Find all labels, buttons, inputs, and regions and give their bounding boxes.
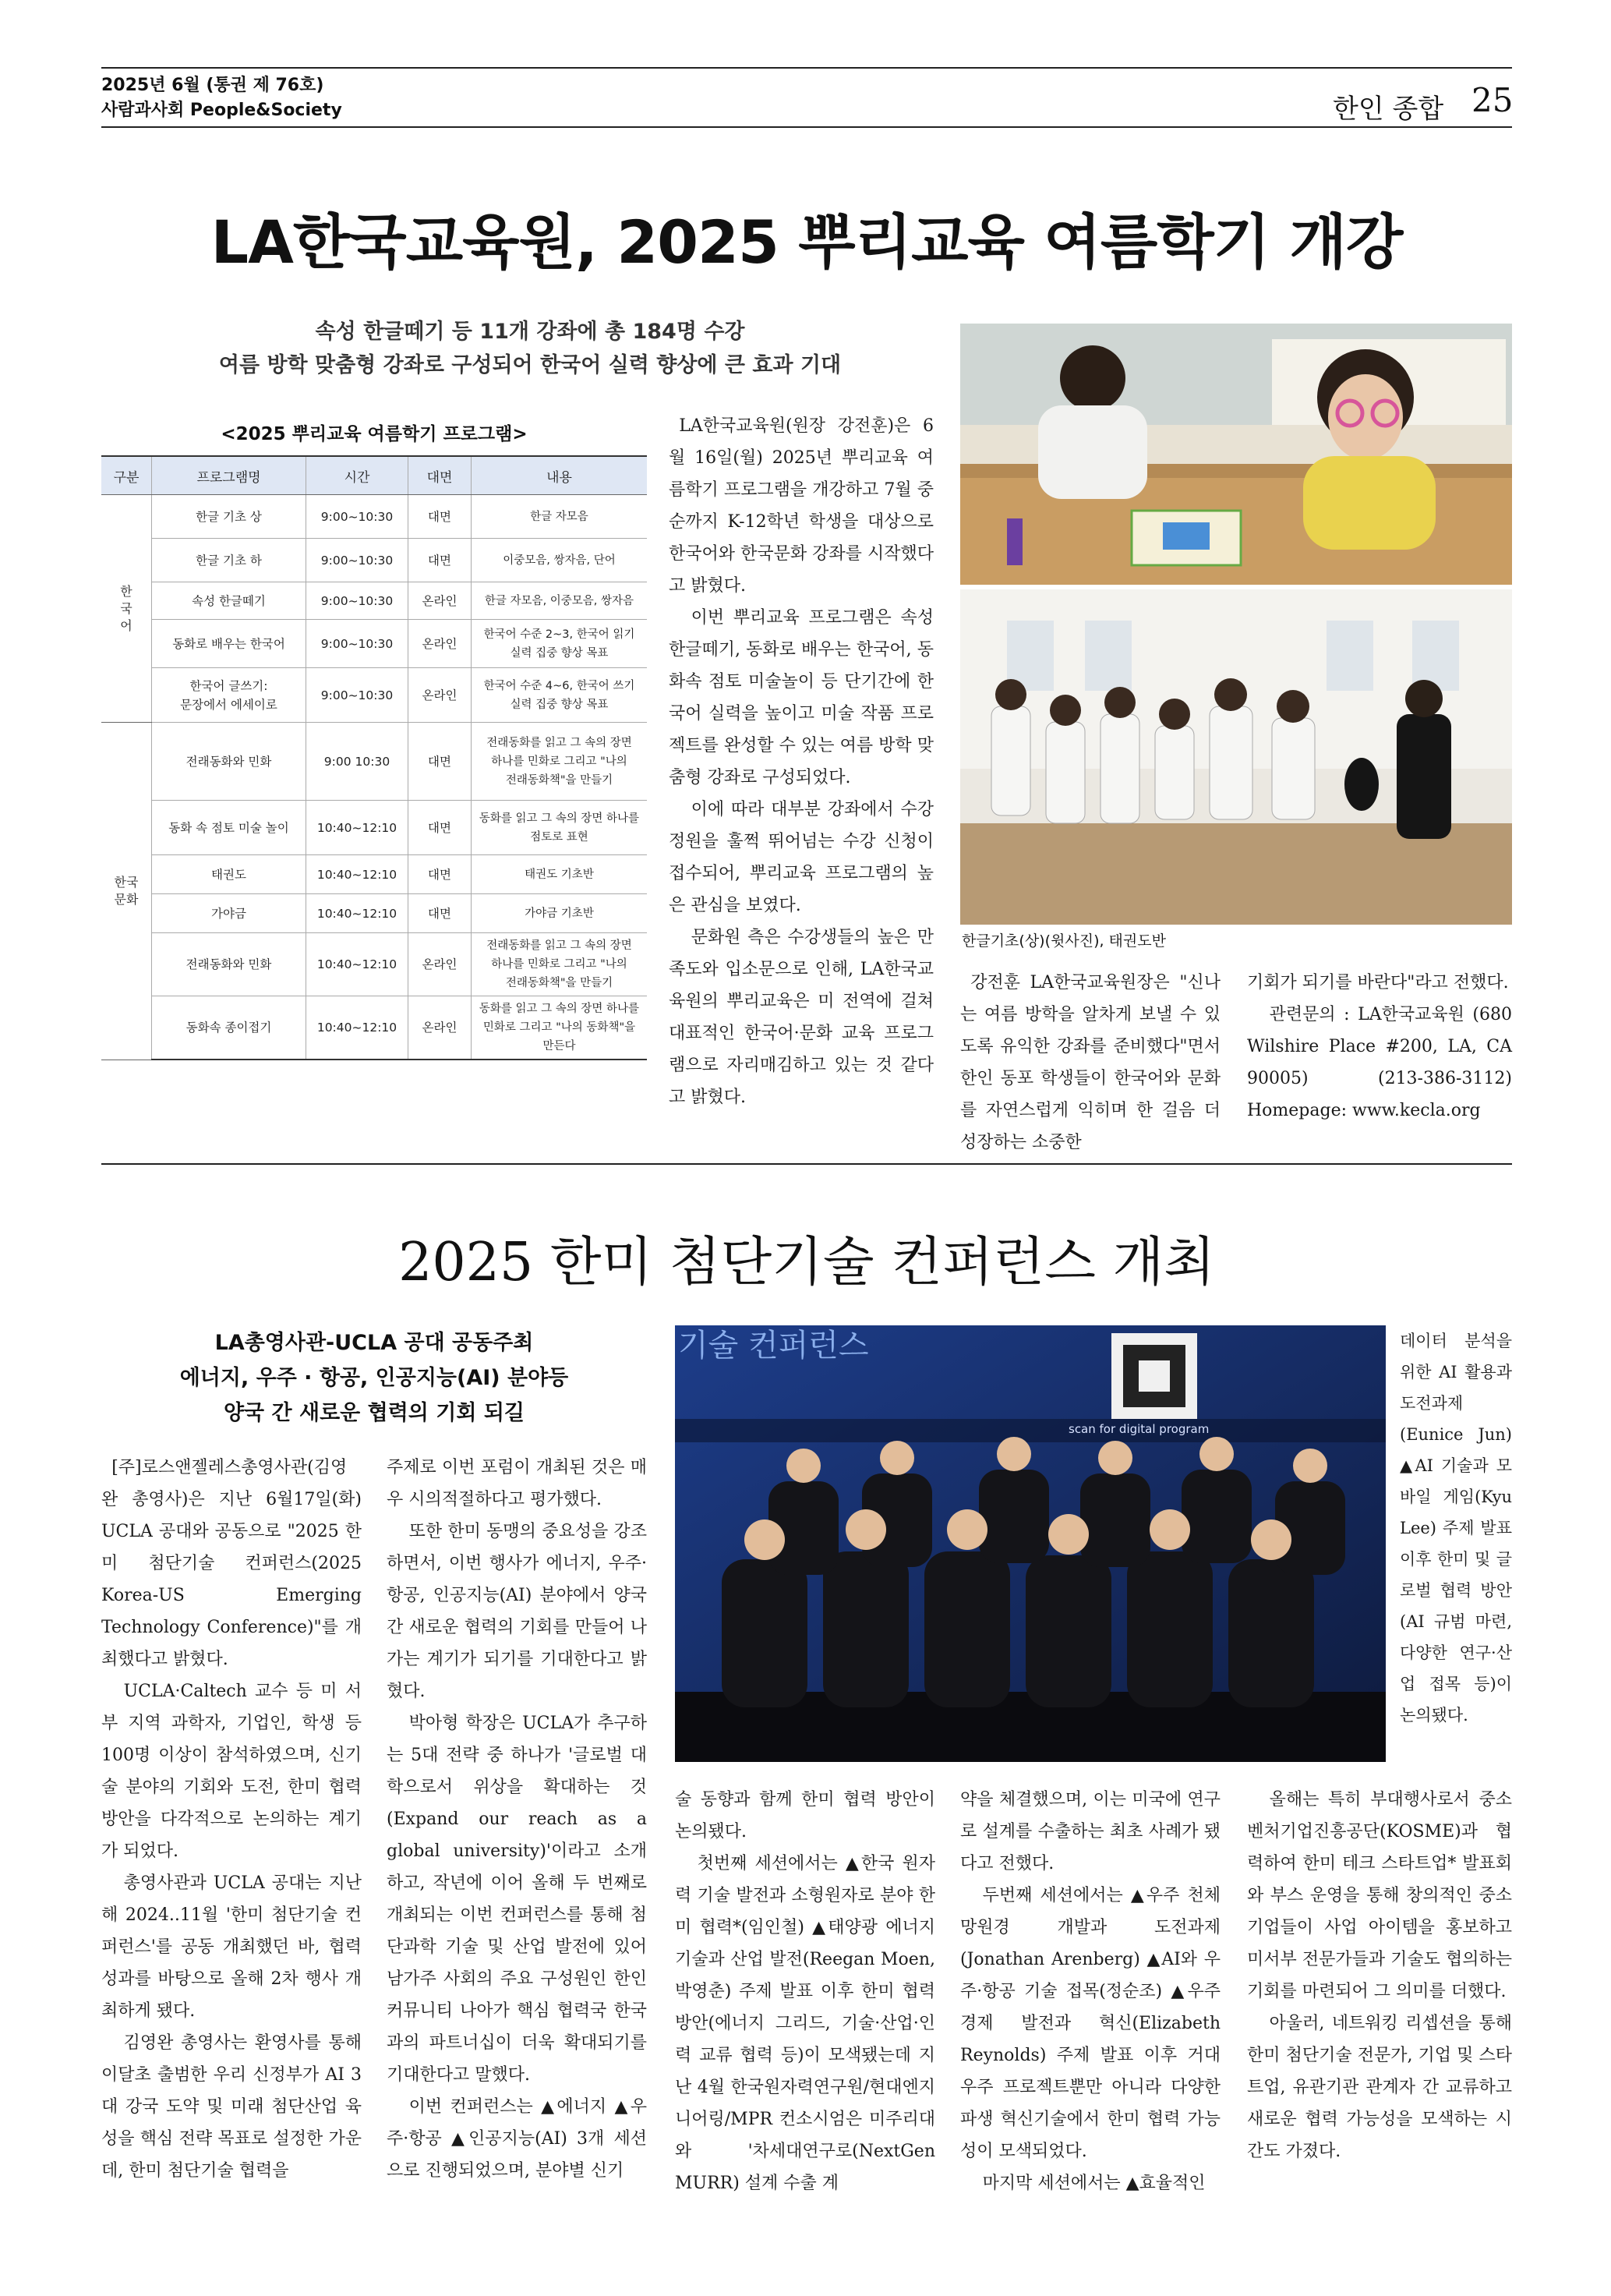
table-cell: 9:00~10:30 (306, 495, 408, 539)
program-table-header (101, 456, 647, 495)
table-cell: 동화로 배우는 한국어 (152, 620, 306, 668)
group-label: 한국 문화 (101, 723, 152, 1060)
table-cell: 온라인 (408, 620, 472, 668)
table-cell: 10:40~12:10 (306, 801, 408, 855)
paragraph: 첫번째 세션에서는 ▲한국 원자력 기술 발전과 소형원자로 분야 한미 협력*(임인철) ▲태양광 에너지 기술과 산업 발전(Reegan Moen, 박영춘) 주제 발표 이후 한미 협력 방안(에너지 그리드, 기술·산업·인력 교류 협력 등)이 모색됐는데 지난 4월 한국원자력연구원/현대엔지니어링/MPR 컨소시엄은 미주리대와 '차세대연구로(NextGen MURR) 설계 수출 계 (675, 1854, 935, 2193)
table-cell: 10:40~12:10 (306, 996, 408, 1060)
photo-qr-text: scan for digital program (1069, 1422, 1210, 1436)
article2-headline: 2025 한미 첨단기술 컨퍼런스 개최 (398, 1232, 1215, 1293)
table-cell: 대면 (408, 495, 472, 539)
paragraph: 이에 따라 대부분 강좌에서 수강 정원을 훌쩍 뛰어넘는 수강 신청이 접수되어, 뿌리교육 프로그램의 높은 관심을 보였다. (669, 800, 934, 915)
table-row (101, 801, 647, 855)
paragraph: 기회가 되기를 바란다"라고 전했다. (1247, 973, 1509, 992)
col-header: 내용 (472, 456, 648, 495)
paragraph: 강전훈 LA한국교육원장은 "신나는 여름 방학을 알차게 보낼 수 있도록 유익한 강좌를 준비했다"면서 한인 동포 학생들이 한국어와 문화를 자연스럽게 익히며 한 걸음 더 성장하는 소중한 (960, 973, 1221, 1152)
table-cell: 태권도 기초반 (472, 855, 648, 894)
paragraph: 술 동향과 함께 한미 협력 방안이 논의됐다. (675, 1790, 935, 1841)
paragraph: 약을 체결했으며, 이는 미국에 연구로 설계를 수출하는 최초 사례가 됐다고 전했다. (960, 1790, 1221, 1873)
table-cell: 온라인 (408, 933, 472, 996)
paper-name: 사람과사회 People&Society (101, 101, 342, 120)
table-cell: 대면 (408, 801, 472, 855)
taekwondo-illustration (960, 589, 1512, 925)
paragraph: [주]로스앤젤레스총영사관(김영완 총영사)은 지난 6월17일(화) UCLA 공대와 공동으로 "2025 한미 첨단기술 컨퍼런스(2025 Korea-US Emerging Technology Conference)"를 개최했다고 밝혔다. (101, 1458, 362, 1669)
table-cell: 태권도 (152, 855, 306, 894)
table-cell: 대면 (408, 894, 472, 933)
table-row (101, 620, 647, 668)
table-cell: 한국어 수준 2~3, 한국어 읽기 실력 집중 향상 목표 (472, 620, 648, 668)
paragraph: 또한 한미 동맹의 중요성을 강조하면서, 이번 행사가 에너지, 우주·항공, 인공지능(AI) 분야에서 양국 간 새로운 협력의 기회를 만들어 나가는 계기가 되기를 기대한다고 밝혔다. (387, 1522, 647, 1701)
article1-subhead1: 속성 한글떼기 등 11개 강좌에 총 184명 수강 (315, 320, 745, 344)
paragraph: 총영사관과 UCLA 공대는 지난해 2024..11월 '한미 첨단기술 컨퍼런스'를 공동 개최했던 바, 협력 성과를 바탕으로 올해 2차 행사 개최하게 됐다. (101, 1873, 362, 2021)
table-cell: 한국어 수준 4~6, 한국어 쓰기 실력 집중 향상 목표 (472, 668, 648, 723)
page-number: 25 (1471, 81, 1514, 119)
article2-subhead2: 에너지, 우주 · 항공, 인공지능(AI) 분야등 (179, 1366, 569, 1390)
table-cell: 온라인 (408, 996, 472, 1060)
photo-taekwondo-class (960, 589, 1512, 925)
article2-subhead3: 양국 간 새로운 협력의 기회 되길 (223, 1401, 525, 1425)
table-cell: 한글 자모음, 이중모음, 쌍자음 (472, 582, 648, 620)
table-cell: 속성 한글떼기 (152, 582, 306, 620)
col-header: 대면 (408, 456, 472, 495)
table-cell: 전래동화를 읽고 그 속의 장면 하나를 민화로 그리고 "나의 전래동화책"을 만들기 (472, 723, 648, 801)
paragraph: 아울러, 네트워킹 리셉션을 통해 한미 첨단기술 전문가, 기업 및 스타트업, 유관기관 관계자 간 교류하고 새로운 협력 가능성을 모색하는 시간도 가졌다. (1247, 2014, 1512, 2161)
header-rule-top (101, 67, 1512, 69)
article1-column-2 (669, 410, 934, 1113)
table-cell: 온라인 (408, 668, 472, 723)
header-rule (101, 126, 1512, 128)
article2-subhead1: LA총영사관-UCLA 공대 공동주최 (214, 1331, 534, 1355)
article2-column-2 (387, 1452, 647, 2187)
section-name: 한인 종합 (1333, 94, 1444, 125)
paragraph: 두번째 세션에서는 ▲우주 천체망원경 개발과 도전과제(Jonathan Arenberg) ▲AI와 우주·항공 기술 접목(정순조) ▲우주 경제 발전과 혁신(Elizabeth Reynolds) 주제 발표 이후 거대 우주 프로젝트뿐만 아니라 다양한 파생 혁신기술에서 한미 협력 가능성이 모색되었다. (960, 1886, 1221, 2161)
paragraph: 관련문의 : LA한국교육원 (680 Wilshire Place #200, LA, CA 90005) (213-386-3112) Homepage: www.kecla.org (1247, 1005, 1512, 1120)
issue-line: 2025년 6월 (통권 제 76호) (101, 76, 324, 95)
paragraph: UCLA·Caltech 교수 등 미 서부 지역 과학자, 기업인, 학생 등 100명 이상이 참석하였으며, 신기술 분야의 기회와 도전, 한미 협력 방안을 다각적으로 논의하는 계기가 되었다. (101, 1682, 362, 1861)
article1-headline: LA한국교육원, 2025 뿌리교육 여름학기 개강 (210, 207, 1403, 277)
program-table (101, 455, 647, 1060)
paragraph: 올해는 특히 부대행사로서 중소벤처기업진흥공단(KOSME)과 협력하여 한미 테크 스타트업* 발표회와 부스 운영을 통해 창의적인 중소기업들이 사업 아이템을 홍보하고 미서부 전문가들과 기술도 협의하는 기회를 마련되어 그 의미를 더했다. (1247, 1790, 1512, 2001)
article1-subhead2: 여름 방학 맞춤형 강좌로 구성되어 한국어 실력 향상에 큰 효과 기대 (218, 353, 842, 377)
paragraph: 김영완 총영사는 환영사를 통해 이달초 출범한 우리 신정부가 AI 3대 강국 도약 및 미래 첨단산업 육성을 핵심 전략 목표로 설정한 가운데, 한미 첨단기술 협력을 (101, 2033, 362, 2181)
program-table-title: <2025 뿌리교육 여름학기 프로그램> (221, 424, 528, 444)
article2-right-narrow-column (1400, 1325, 1512, 1731)
table-cell: 온라인 (408, 582, 472, 620)
table-cell: 한글 자모음 (472, 495, 648, 539)
photo-caption: 한글기초(상)(윗사진), 태권도반 (962, 932, 1166, 950)
table-cell: 9:00~10:30 (306, 668, 408, 723)
article2-column-1 (101, 1452, 362, 2187)
photo-hangul-class (960, 324, 1512, 585)
table-cell: 한글 기초 하 (152, 539, 306, 582)
table-cell: 10:40~12:10 (306, 855, 408, 894)
article1-column-4 (1247, 967, 1512, 1127)
article-divider (101, 1163, 1512, 1165)
table-row (101, 996, 647, 1060)
paragraph: 이번 뿌리교육 프로그램은 속성 한글떼기, 동화로 배우는 한국어, 동화속 점토 미술놀이 등 단기간에 한국어 실력을 높이고 미술 작품 프로젝트를 완성할 수 있는 여름 방학 맞춤형 강좌로 구성되었다. (669, 608, 934, 787)
table-cell: 한국어 글쓰기: 문장에서 에세이로 (152, 668, 306, 723)
table-cell: 동화 속 점토 미술 놀이 (152, 801, 306, 855)
table-cell: 9:00~10:30 (306, 582, 408, 620)
article2-column-4 (960, 1784, 1221, 2199)
photo-conference-group (675, 1325, 1386, 1762)
col-header: 프로그램명 (152, 456, 306, 495)
table-cell: 대면 (408, 539, 472, 582)
col-header: 시간 (306, 456, 408, 495)
paragraph: 주제로 이번 포럼이 개최된 것은 매우 시의적절하다고 평가했다. (387, 1458, 647, 1509)
table-cell: 9:00 10:30 (306, 723, 408, 801)
table-row (101, 855, 647, 894)
article2-column-3 (675, 1784, 935, 2199)
paragraph: 문화원 측은 수강생들의 높은 만족도와 입소문으로 인해, LA한국교육원의 뿌리교육은 미 전역에 걸쳐 대표적인 한국어·문화 교육 프로그램으로 자리매김하고 있는 것 같다고 밝혔다. (669, 928, 934, 1107)
paragraph: 데이터 분석을 위한 AI 활용과 도전과제(Eunice Jun) ▲AI 기술과 모바일 게임(Kyu Lee) 주제 발표 이후 한미 및 글로벌 협력 방안(AI 규범 마련, 다양한 연구·산업 접목 등)이 논의됐다. (1400, 1332, 1512, 1725)
table-cell: 9:00~10:30 (306, 539, 408, 582)
article2-column-5 (1247, 1784, 1512, 2167)
table-row (101, 723, 647, 801)
table-row (101, 582, 647, 620)
table-row (101, 495, 647, 539)
paragraph: 박아형 학장은 UCLA가 추구하는 5대 전략 중 하나가 '글로벌 대학으로서 위상을 확대하는 것(Expand our reach as a global university)'이라고 소개하고, 작년에 이어 올해 두 번째로 개최되는 이번 컨퍼런스를 통해 첨단과학 기술 및 산업 발전에 있어 남가주 사회의 주요 구성원인 한인 커뮤니티 나아가 핵심 협력국 한국과의 파트너십이 더욱 확대되기를 기대한다고 말했다. (387, 1714, 647, 2085)
table-cell: 이중모음, 쌍자음, 단어 (472, 539, 648, 582)
col-header: 구분 (101, 456, 152, 495)
photo-banner-text: 기술 컨퍼런스 (678, 1328, 869, 1364)
table-row (101, 894, 647, 933)
table-cell: 동화를 읽고 그 속의 장면 하나를 점토로 표현 (472, 801, 648, 855)
table-cell: 한글 기초 상 (152, 495, 306, 539)
table-cell: 동화를 읽고 그 속의 장면 하나를 민화로 그리고 "나의 동화책"을 만든다 (472, 996, 648, 1060)
table-row (101, 539, 647, 582)
table-row (101, 933, 647, 996)
paragraph: 마지막 세션에서는 ▲효율적인 (982, 2174, 1206, 2193)
table-cell: 전래동화를 읽고 그 속의 장면 하나를 민화로 그리고 "나의 전래동화책"을 만들기 (472, 933, 648, 996)
group-photo-illustration (675, 1325, 1386, 1762)
table-cell: 가야금 기초반 (472, 894, 648, 933)
table-cell: 10:40~12:10 (306, 933, 408, 996)
paragraph: LA한국교육원(원장 강전훈)은 6월 16일(월) 2025년 뿌리교육 여름학기 프로그램을 개강하고 7월 중순까지 K-12학년 학생을 대상으로 한국어와 한국문화 강좌를 시작했다고 밝혔다. (669, 416, 934, 596)
table-cell: 전래동화와 민화 (152, 933, 306, 996)
table-cell: 대면 (408, 723, 472, 801)
table-cell: 9:00~10:30 (306, 620, 408, 668)
table-cell: 대면 (408, 855, 472, 894)
table-cell: 가야금 (152, 894, 306, 933)
table-cell: 동화속 종이접기 (152, 996, 306, 1060)
table-row (101, 668, 647, 723)
article1-column-3 (960, 967, 1221, 1159)
table-cell: 전래동화와 민화 (152, 723, 306, 801)
group-label: 한 국 어 (101, 495, 152, 723)
table-cell: 10:40~12:10 (306, 894, 408, 933)
paragraph: 이번 컨퍼런스는 ▲에너지 ▲우주·항공 ▲인공지능(AI) 3개 세션으로 진행되었으며, 분야별 신기 (387, 2097, 647, 2181)
classroom-illustration (960, 324, 1512, 585)
